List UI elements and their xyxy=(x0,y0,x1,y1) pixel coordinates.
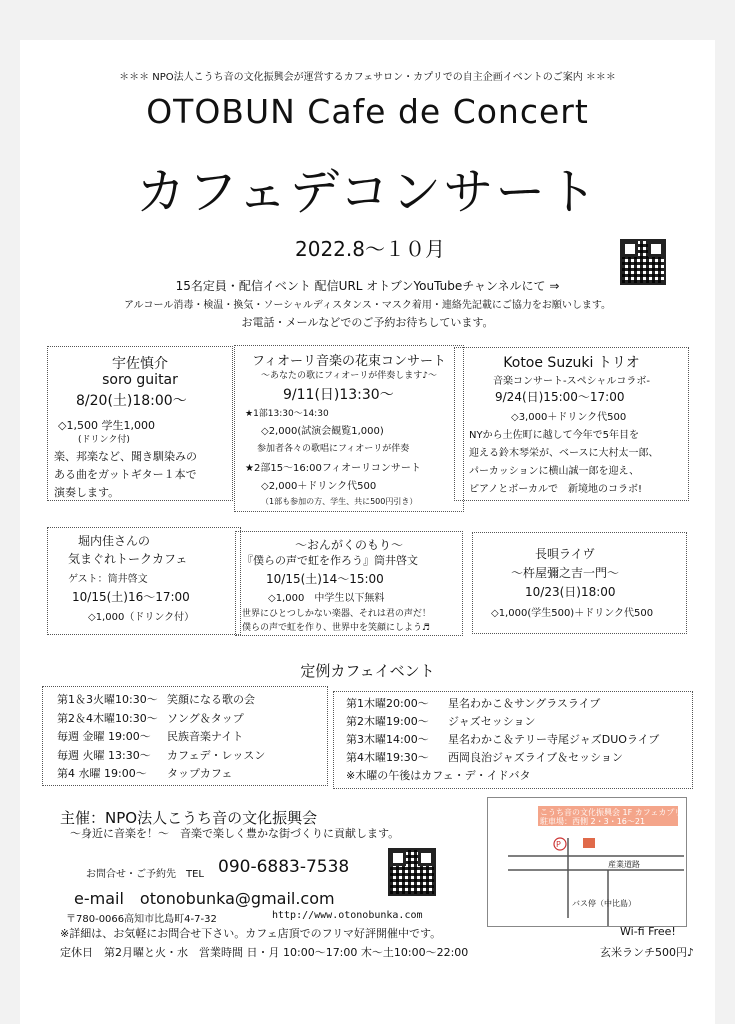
regular-list-left xyxy=(42,686,328,786)
info-line-1: 15名定員・配信イベント 配信URL オトブンYouTubeチャンネルにて ⇒ xyxy=(175,279,560,293)
flyer-sheet xyxy=(20,40,715,1024)
regular-left-rows xyxy=(57,691,265,784)
event4-name: 堀内佳さんの xyxy=(78,534,151,548)
event-card-fiori xyxy=(234,345,464,512)
map-label-2: 駐車場：西側 2・3・16～21 xyxy=(540,817,646,826)
event3-price: ◇3,000＋ドリンク代500 xyxy=(511,412,627,423)
event5-price: ◇1,000 中学生以下無料 xyxy=(268,593,385,604)
cafe-marker xyxy=(583,838,595,848)
event2-title: フィオーリ音楽の花束コンサート xyxy=(252,354,446,369)
event-card-nagauta xyxy=(472,532,687,634)
list-item: 第4木曜19:30～ 西岡良治ジャズライブ＆セッション xyxy=(346,751,623,764)
regular-list-right xyxy=(333,691,693,789)
event1-desc: 楽、邦楽など、聞き馴染みの xyxy=(54,450,197,463)
event-card-kotoe xyxy=(454,347,689,501)
title-en: OTOBUN Cafe de Concert xyxy=(146,92,589,131)
tel-link[interactable]: 090-6883-7538 xyxy=(218,857,350,877)
event3-desc: NYから土佐町に越して今年で5年目を xyxy=(469,430,639,441)
bus-stop-label: バス停（中比島） xyxy=(572,899,636,908)
event5-date: 10/15(土)14～15:00 xyxy=(266,572,384,586)
event2-note: （1部も参加の方、学生、共に500円引き） xyxy=(261,497,418,506)
event5-desc: 僕らの声で虹を作り、世界中を笑顔にしよう♬ xyxy=(242,623,431,633)
list-item: 第3木曜14:00～ 星名わかこ＆テリー寺尾ジャズDUOライブ xyxy=(346,733,660,746)
website-link[interactable]: http://www.otonobunka.com xyxy=(272,910,423,921)
event1-date: 8/20(土)18:00～ xyxy=(76,393,187,409)
regular-right-rows xyxy=(346,695,659,785)
list-item: 第2＆4木曜10:30～ ソング＆タップ xyxy=(57,711,244,725)
event3-date: 9/24(日)15:00～17:00 xyxy=(495,390,625,404)
event2-part1: ★1部13:30～14:30 xyxy=(245,409,329,419)
contact-label: お問合せ・ご予約先 TEL xyxy=(86,869,204,880)
event3-desc: 迎える鈴木琴栄が、ベースに大村太一郎、 xyxy=(469,448,659,459)
address: 〒780-0066高知市比島町4-7-32 xyxy=(66,914,217,925)
list-item: 毎週 金曜 19:00～ 民族音楽ナイト xyxy=(57,730,244,743)
event4-price: ◇1,000（ドリンク付） xyxy=(88,612,195,623)
event6-price: ◇1,000(学生500)＋ドリンク代500 xyxy=(491,608,654,619)
regular-heading: 定例カフェイベント xyxy=(300,662,435,680)
event1-desc: 演奏します。 xyxy=(54,486,120,499)
event6-title: 長唄ライヴ xyxy=(535,547,595,561)
event-card-usa xyxy=(47,346,233,501)
event2-part2-price: ◇2,000＋ドリンク代500 xyxy=(261,481,377,492)
event5-sub: 『僕らの声で虹を作ろう』筒井啓文 xyxy=(242,554,418,567)
wifi-note: Wi-fi Free! xyxy=(620,925,676,938)
lunch-note: 玄米ランチ500円♪ xyxy=(600,946,695,959)
event3-title: Kotoe Suzuki トリオ xyxy=(503,355,640,371)
period: 2022.8～１０月 xyxy=(295,237,445,261)
event4-guest: ゲスト：筒井啓文 xyxy=(68,574,148,585)
organizer: 主催：NPO法人こうち音の文化振興会 xyxy=(60,809,318,827)
event2-sub: ～あなたの歌にフィオーリが伴奏します♪～ xyxy=(260,371,438,381)
event3-desc: パーカッションに横山誠一郎を迎え、 xyxy=(469,466,640,477)
event1-desc: ある曲をガットギター１本で xyxy=(54,468,197,481)
event1-sub: soro guitar xyxy=(102,372,178,388)
list-item: 第1木曜20:00～ 星名わかこ＆サングラスライブ xyxy=(346,697,601,710)
contact-qr-code[interactable] xyxy=(388,848,436,896)
access-map xyxy=(487,797,687,927)
event5-title: ～おんがくのもり～ xyxy=(294,538,403,552)
road-label: 産業道路 xyxy=(608,860,640,869)
slogan: ～身近に音楽を！～ 音楽で楽しく豊かな街づくりに貢献します。 xyxy=(70,827,400,840)
event4-date: 10/15(土)16～17:00 xyxy=(72,590,190,604)
info-line-2: アルコール消毒・検温・換気・ソーシャルディスタンス・マスク着用・連絡先記載にご協力をお願いします。 xyxy=(123,300,612,311)
footer-note: ※詳細は、お気軽にお問合せ下さい。カフェ店頂でのフリマ好評開催中です。 xyxy=(60,927,442,940)
event1-price: ◇1,500 学生1,000 xyxy=(58,419,155,432)
header-notice: ＊＊＊ NPO法人こうち音の文化振興会が運営するカフェサロン・カプリでの自主企画イベントのご案内 ＊＊＊ xyxy=(119,72,616,83)
event2-part2: ★2部15～16:00フィオーリコンサート xyxy=(245,463,421,474)
event1-price-note: (ドリンク付) xyxy=(78,435,130,445)
list-item: 第2木曜19:00～ ジャズセッション xyxy=(346,715,536,728)
event3-sub: 音楽コンサート-スペシャルコラボ- xyxy=(492,376,651,387)
event6-sub: ～杵屋彌之吉一門～ xyxy=(511,566,620,580)
business-hours: 定休日 第2月曜と火・水 営業時間 日・月 10:00～17:00 木～土10:00～22:00 xyxy=(60,946,469,959)
event3-desc: ピアノとボーカルで 新境地のコラボ! xyxy=(469,484,643,495)
event6-date: 10/23(日)18:00 xyxy=(525,585,616,599)
event1-name: 宇佐慎介 xyxy=(112,356,168,372)
parking-label: P xyxy=(556,840,561,849)
event2-part1-price: ◇2,000(試演会観覧1,000) xyxy=(261,426,384,437)
map-label-1: こうち音の文化振興会 1F カフェカプリ xyxy=(540,808,683,817)
event-card-horiuchi xyxy=(47,527,241,635)
list-item: 毎週 火曜 13:30～ カフェデ・レッスン xyxy=(57,748,266,762)
list-item: 第4 水曜 19:00～ タップカフェ xyxy=(57,767,233,780)
event5-desc: 世界にひとつしかない楽器、それは君の声だ！ xyxy=(242,609,431,619)
event4-title: 気まぐれトークカフェ xyxy=(68,552,188,566)
event-card-ongaku xyxy=(235,531,463,636)
info-line-3: お電話・メールなどでのご予約お待ちしています。 xyxy=(241,316,494,329)
event2-part1-desc: 参加者各々の歌唱にフィオーリが伴奏 xyxy=(257,444,410,454)
title-jp: カフェデコンサート xyxy=(135,163,600,221)
event2-date: 9/11(日)13:30～ xyxy=(283,387,394,403)
list-item: 第1＆3火曜10:30～ 笑顔になる歌の会 xyxy=(57,693,255,706)
email-link[interactable]: e-mail otonobunka@gmail.com xyxy=(74,889,335,908)
regular-right-note: ※木曜の午後はカフェ・デ・イドバタ xyxy=(346,769,531,782)
